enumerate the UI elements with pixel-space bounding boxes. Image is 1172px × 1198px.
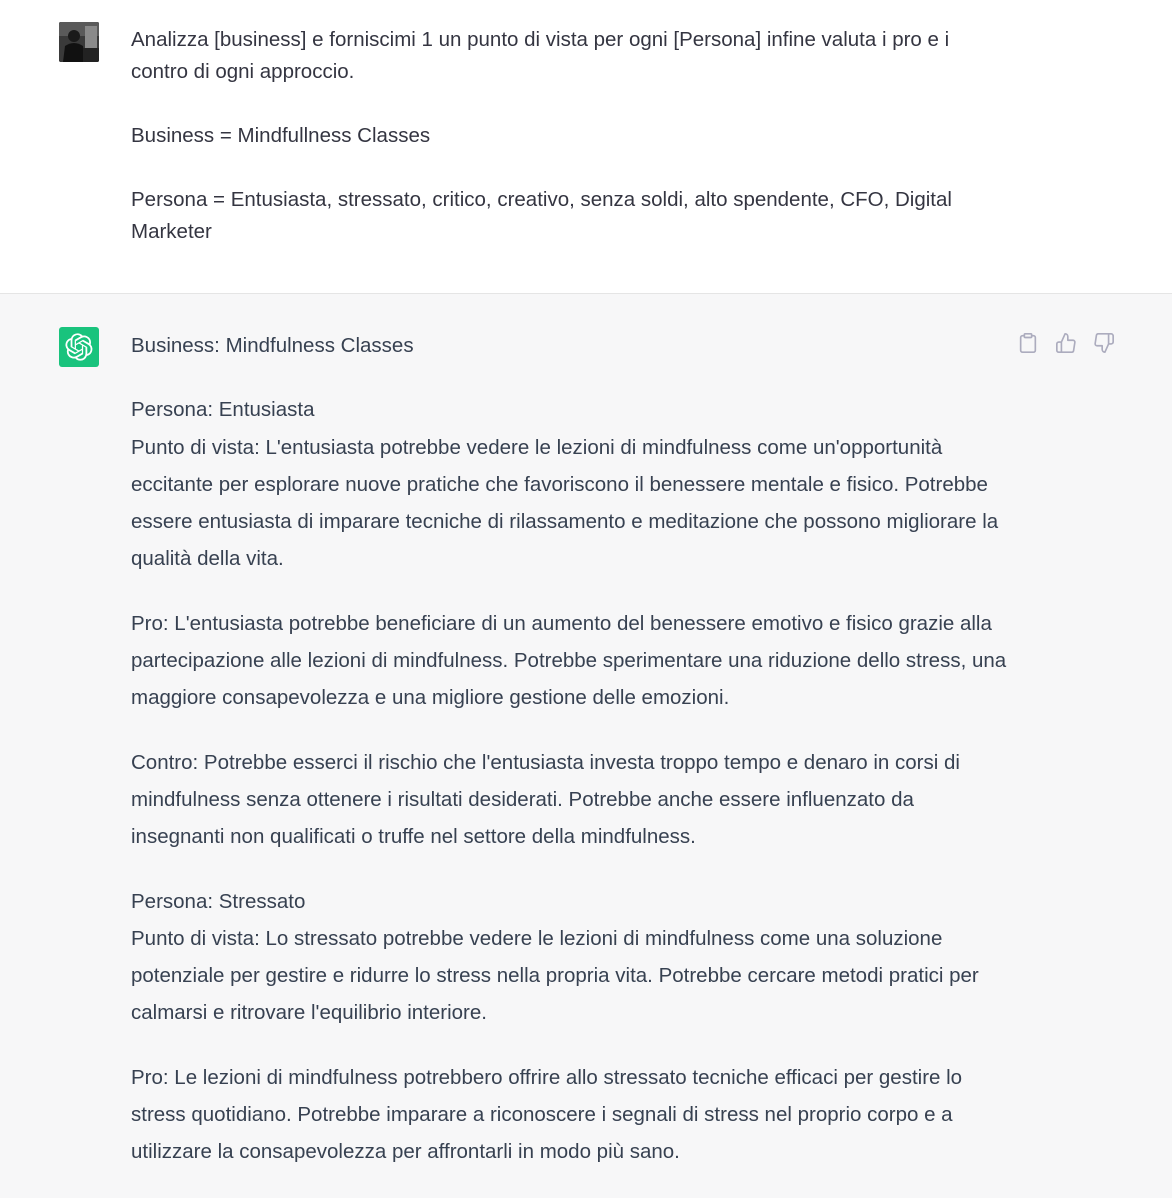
message-actions — [1016, 331, 1116, 355]
thumbs-down-icon — [1093, 332, 1115, 354]
persona-contro: Contro: Potrebbe esserci il rischio che l'entusiasta investa troppo tempo e denaro in corsi di mindfulness senza ottenere i risultati desiderati. Potrebbe anche essere influenzato da insegnanti non qualificati o truffe nel settore della mindfulness. — [131, 750, 960, 849]
user-message-text — [131, 24, 1001, 248]
user-paragraph: Business = Mindfullness Classes — [131, 124, 431, 147]
assistant-message-text — [131, 327, 1011, 1198]
persona-pro: Pro: Le lezioni di mindfulness potrebbero offrire allo stressato tecniche efficaci per gestire lo stress quotidiano. Potrebbe imparare a riconoscere i segnali di stress nel proprio corpo e a utilizzare la consapevolezza per affrontarli in modo più sano. — [131, 1065, 963, 1164]
persona-pro: Pro: L'entusiasta potrebbe beneficiare di un aumento del benessere emotivo e fisico grazie alla partecipazione alle lezioni di mindfulness. Potrebbe sperimentare una riduzione dello stress, una maggiore consapevolezza e una migliore gestione delle emozioni. — [131, 611, 1007, 710]
persona-viewpoint: Punto di vista: Lo stressato potrebbe vedere le lezioni di mindfulness come una soluzione potenziale per gestire e ridurre lo stress nella propria vita. Potrebbe cercare metodi pratici per calmarsi e ritrovare l'equilibrio interiore. — [131, 926, 979, 1025]
persona-title: Persona: Stressato — [131, 889, 306, 913]
user-paragraph: Analizza [business] e forniscimi 1 un punto di vista per ogni [Persona] infine valuta i pro e i contro di ogni approccio. — [131, 28, 950, 83]
openai-logo-icon — [65, 333, 93, 361]
user-message-row — [0, 0, 1172, 294]
clipboard-icon — [1017, 332, 1039, 354]
like-button[interactable] — [1054, 331, 1078, 355]
user-avatar — [59, 22, 99, 62]
persona-section — [131, 883, 1011, 1032]
assistant-avatar — [59, 327, 99, 367]
dislike-button[interactable] — [1092, 331, 1116, 355]
thumbs-up-icon — [1055, 332, 1077, 354]
response-heading: Business: Mindfulness Classes — [131, 334, 414, 357]
persona-section — [131, 391, 1011, 577]
user-paragraph: Persona = Entusiasta, stressato, critico, creativo, senza soldi, alto spendente, CFO, Digital Marketer — [131, 188, 952, 243]
assistant-message-row — [0, 294, 1172, 1198]
persona-viewpoint: Punto di vista: L'entusiasta potrebbe vedere le lezioni di mindfulness come un'opportunità eccitante per esplorare nuove pratiche che favoriscono il benessere mentale e fisico. Potrebbe essere entusiasta di imparare tecniche di rilassamento e meditazione che possono migliorare la qualità della vita. — [131, 435, 999, 571]
persona-title: Persona: Entusiasta — [131, 398, 315, 422]
copy-button[interactable] — [1016, 331, 1040, 355]
